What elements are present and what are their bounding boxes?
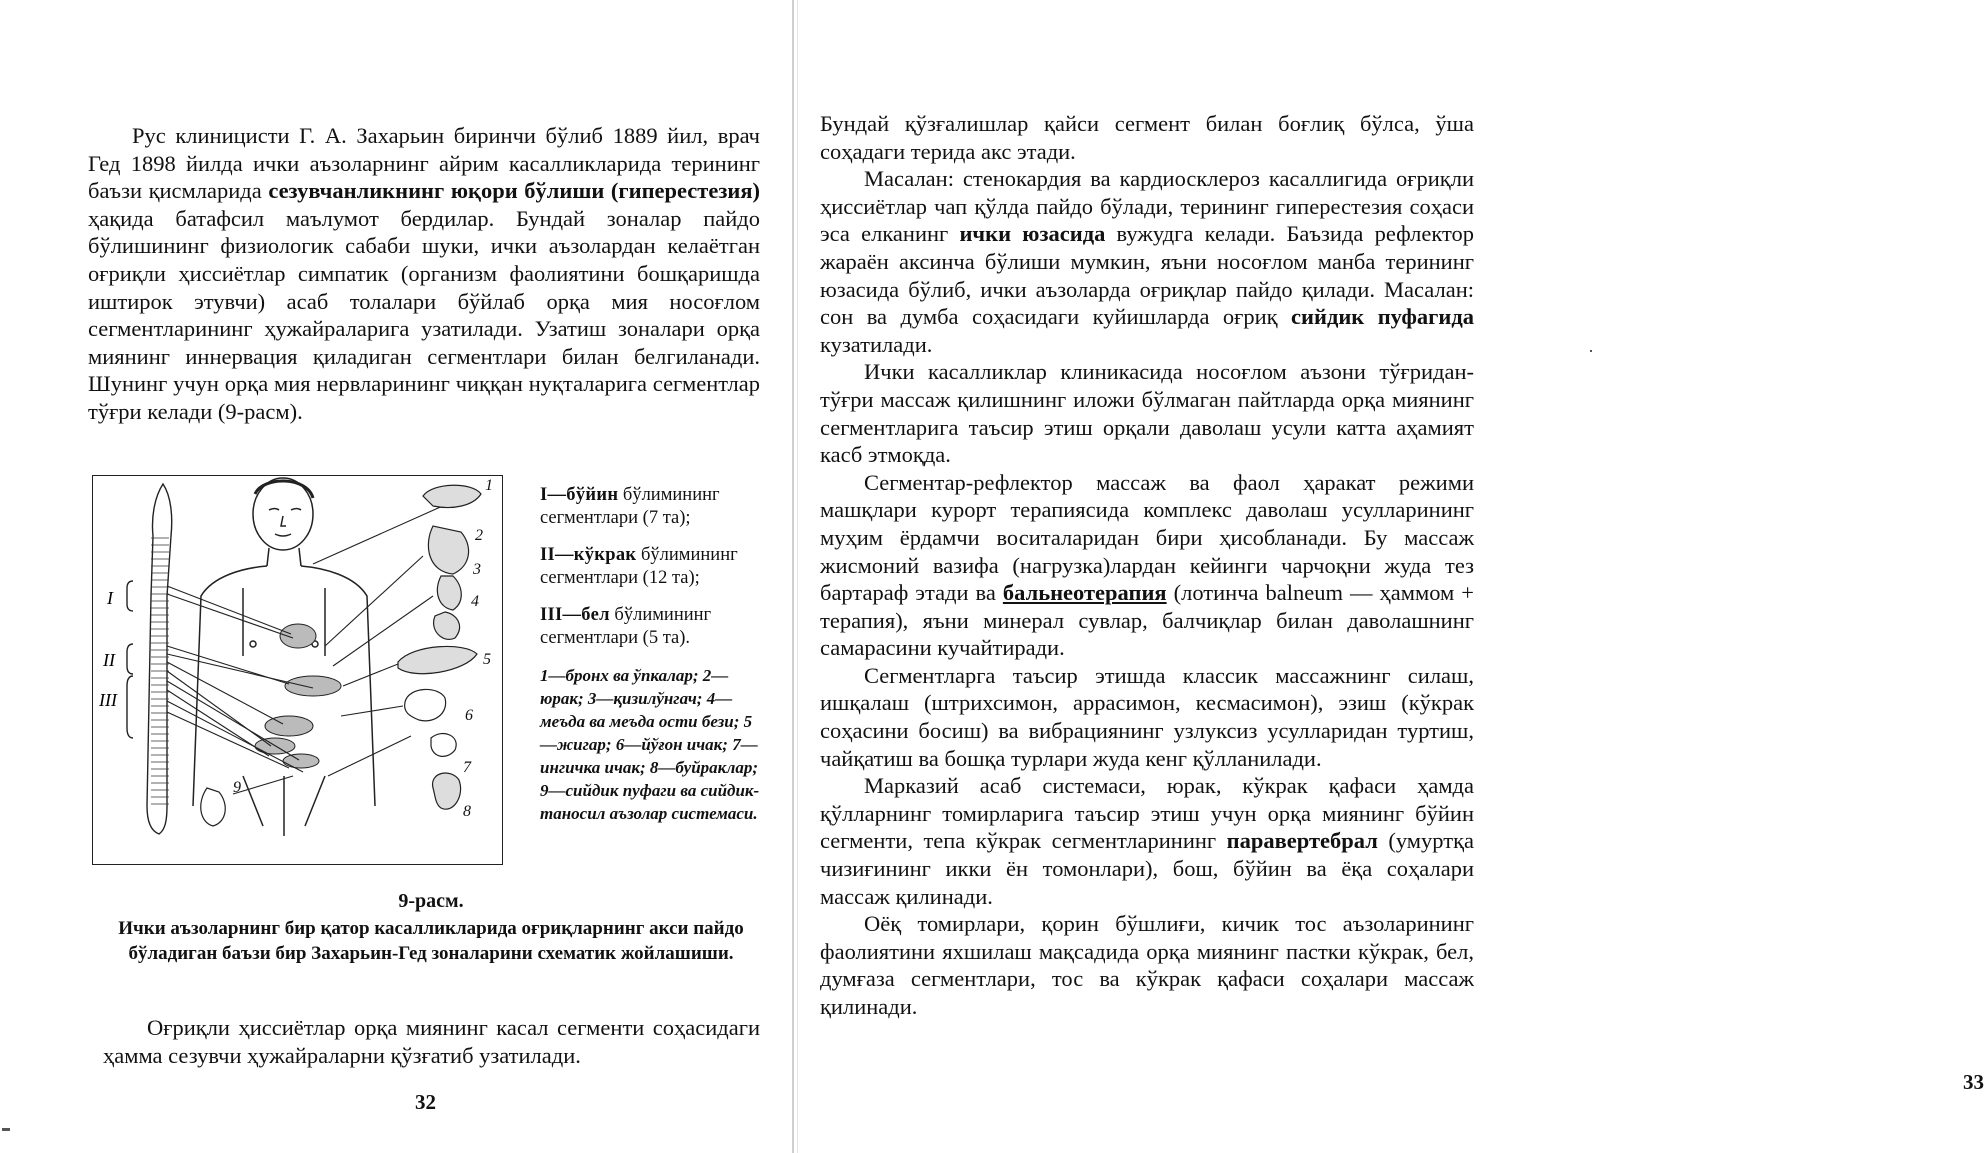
paragraph-7: Оёқ томирлари, қорин бўшлиғи, кичик тос аъзоларининг фаолиятини яхшилаш мақсадида орқа миянинг пастки кўкрак, бел, думғаза сегментлари, тос ва кўкрак қафаси соҳалари массаж қилинади. (820, 911, 1474, 1019)
organ-number-2: 2 (475, 527, 483, 544)
roman-label-2: II (103, 650, 115, 670)
bladder-icon (201, 788, 226, 826)
p4-text-2: (лотинча balneum — ҳаммом + терапия), яъни минерал сувлар, балчиқлар билан даволашнинг самарасини кучайтиради. (820, 580, 1474, 661)
legend-item-thoracic (540, 544, 768, 590)
human-torso (193, 478, 375, 836)
legend-text: бўлимининг сегментлари (7 та); (540, 485, 720, 528)
small-intestine-icon (431, 734, 456, 757)
book-gutter (792, 0, 794, 1153)
p2-bold-2: сийдик пуфагида (1291, 304, 1474, 330)
page-number-left: 32 (415, 1090, 436, 1114)
organ-number-3: 3 (473, 561, 481, 578)
book-gutter-shadow (797, 0, 798, 1153)
right-page (800, 0, 1984, 1153)
figure-legend (540, 484, 768, 842)
stomach-icon (434, 612, 460, 639)
organ-number-7: 7 (463, 759, 471, 776)
legend-bold: III—бел (540, 605, 610, 625)
p2-bold-1: ички юзасида (959, 221, 1106, 247)
paragraph-4 (820, 469, 1474, 662)
scan-speck (1590, 350, 1592, 352)
scan-speck (2, 1128, 10, 1131)
p2-text-3: кузатилади. (820, 331, 933, 357)
p2-text-2: вужудга келади. Баъзида рефлектор жараён аксинча бўлиши мумкин, яъни носоғлом манба терининг юзасида бўлиб, ички аъзоларда оғриқлар пайдо қилади. Масалан: сон ва думба соҳасидаги куйишларда оғриқ (820, 221, 1474, 330)
p6-text-1: Марказий асаб системаси, юрак, кўкрак қафаси ҳамда қўлларнинг томирларига таъсир этиш учун орқа миянинг бўйин сегменти, тепа кўкрак сегментларининг (820, 773, 1474, 854)
figure-zakharin-head-zones (92, 475, 503, 865)
legend-text: бўлимининг сегментлари (5 та). (540, 605, 712, 648)
bronchi-lungs-icon (423, 485, 481, 507)
p4-text-1: Сегментар-рефлектор массаж ва фаол ҳаракат режими машқлари курорт терапиясида комплекс даволаш усулларининг муҳим ёрдамчи воситаларидан бири ҳисобланади. Бу массаж жисмоний вазифа (нагрузка)лардан кейинги чарчоқни жуда тез бартараф этади ва (820, 469, 1474, 606)
right-text-block (820, 110, 1474, 1021)
organ-number-4: 4 (471, 593, 479, 610)
paragraph-3: Ички касалликлар клиникасида носоғлом аъзони тўғридан-тўғри массаж қилишнинг иложи бўлмаган пайтларда орқа миянинг сегментларига таъсир этиш орқали даволаш усули катта аҳамият касб этмоқда. (820, 359, 1474, 468)
paragraph-1: Бундай қўзғалишлар қайси сегмент билан боғлиқ бўлса, ўша соҳадаги терида акс этади. (820, 111, 1474, 164)
esophagus-icon (437, 576, 461, 610)
paragraph-5: Сегментларга таъсир этишда классик массажнинг силаш, ишқалаш (штрихсимон, аррасимон, кесмасимон), эзиш (кўкрак соҳасини босиш) ва вибрациянинг узлуксиз усулларидан туртиш, чайқатиш ва бошқа турлари жуда кенг қўлланилади. (820, 662, 1474, 771)
figure-caption-text: Ички аъзоларнинг бир қатор касалликларида оғриқларнинг акси пайдо бўладиган баъзи бир Захарьин-Гед зоналарини схематик жойлашиши. (118, 918, 744, 964)
legend-item-lumbar (540, 604, 768, 650)
p4-underlined-term: бальнеотерапия (1002, 580, 1167, 606)
projection-lines (167, 496, 465, 794)
kidney-icon (433, 773, 461, 809)
p6-text-2: (умуртқа чизиғининг икки ён томонлари), бош, бўйин ва ёқа соҳалари массаж қилинади. (820, 828, 1474, 909)
figure-number: 9-расм. (398, 890, 464, 912)
figure-caption (115, 889, 747, 966)
roman-label-3: III (99, 690, 117, 710)
organ-number-6: 6 (465, 707, 473, 724)
anatomical-diagram (93, 476, 502, 864)
heart-icon (428, 526, 468, 574)
paragraph-6 (820, 772, 1474, 910)
intro-paragraph (88, 122, 760, 426)
roman-label-1: I (107, 588, 113, 608)
organ-number-8: 8 (463, 803, 471, 820)
left-page (0, 0, 790, 1153)
intro-text-1: Рус клиницисти Г. А. Захарьин биринчи бўлиб 1889 йил, врач Гед 1898 йилда ички аъзоларнинг айрим касалликларида терининг баъзи қисмларида (88, 123, 760, 204)
legend-item-cervical (540, 484, 768, 530)
liver-icon (398, 646, 477, 673)
paragraph-2 (820, 165, 1474, 358)
legend-organs-list: 1—бронх ва ўпкалар; 2—юрак; 3—қизилўнгач; 4—меъда ва меъда ости бези; 5—жигар; 6—йўғон ичак; 7—ингичка ичак; 8—буйраклар; 9—сийдик пуфаги ва сийдик-таносил аъзолар системаси. (540, 666, 760, 823)
large-intestine-icon (405, 689, 446, 720)
page-number-right: 33 (1963, 1070, 1984, 1094)
organ-highlights (255, 624, 341, 768)
legend-bold: I—бўйин (540, 485, 619, 505)
organ-number-5: 5 (483, 651, 491, 668)
intro-text-2: ҳақида батафсил маълумот бердилар. Бундай зоналар пайдо бўлишининг физиологик сабаби шуки, ички аъзолардан келаётган оғриқли ҳиссиётлар симпатик (организм фаолиятини бошқаришда иштирок этувчи) асаб толалари бўйлаб орқа мия носоғлом сегментларининг ҳужайраларига узатилади. Узатиш зоналари орқа миянинг иннервация қиладиган сегментлари билан белгиланади. Шунинг учун орқа мия нервларининг чиққан нуқталарига сегментлар тўғри келади (9-расм). (88, 205, 760, 424)
legend-bold: II—кўкрак (540, 545, 637, 565)
p2-text-1: Масалан: стенокардия ва кардиосклероз касаллигида оғриқли ҳиссиётлар чап қўлда пайдо бўлади, терининг гиперестезия соҳаси эса елканинг (820, 166, 1474, 247)
p6-bold-term: паравертебрал (1226, 828, 1378, 854)
spinal-column (147, 484, 172, 834)
organ-number-9: 9 (233, 779, 241, 796)
organ-number-1: 1 (485, 477, 493, 494)
legend-text: бўлимининг сегментлари (12 та); (540, 545, 738, 588)
intro-bold-term: сезувчанликнинг юқори бўлиши (гиперестезия) (268, 178, 761, 204)
segment-brackets (127, 581, 133, 738)
outro-paragraph: Оғриқли ҳиссиётлар орқа миянинг касал сегменти соҳасидаги ҳамма сезувчи ҳужайраларни қўзғатиб узатилади. (103, 1015, 760, 1068)
